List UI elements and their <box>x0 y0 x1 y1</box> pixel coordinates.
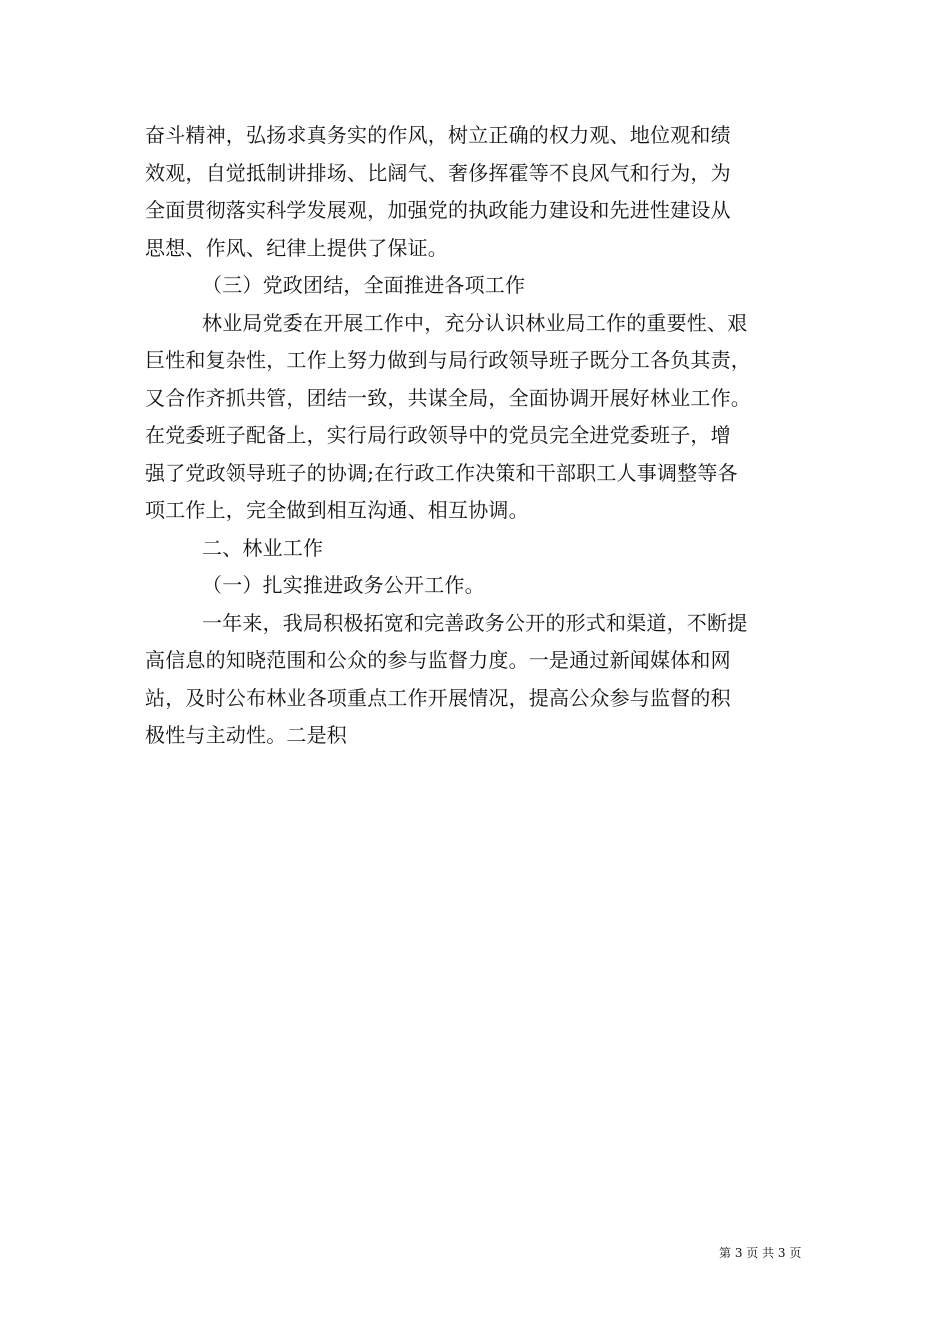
section-heading: （三）党政团结，全面推进各项工作 <box>202 273 526 297</box>
text-line: 高信息的知晓范围和公众的参与监督力度。一是通过新闻媒体和网 <box>145 648 731 672</box>
text-line: 极性与主动性。二是积 <box>145 723 347 747</box>
text-line: 巨性和复杂性，工作上努力做到与局行政领导班子既分工各负其责， <box>145 348 751 372</box>
text-line: 全面贯彻落实科学发展观，加强党的执政能力建设和先进性建设从 <box>145 198 731 222</box>
page-number-footer: 第 3 页 共 3 页 <box>719 1246 802 1260</box>
text-line: 项工作上，完全做到相互沟通、相互协调。 <box>145 498 529 522</box>
text-line: 奋斗精神，弘扬求真务实的作风，树立正确的权力观、地位观和绩 <box>145 123 731 147</box>
subsection-heading: （一）扎实推进政务公开工作。 <box>202 573 485 597</box>
text-line: 思想、作风、纪律上提供了保证。 <box>145 235 448 260</box>
text-line: 在党委班子配备上，实行局行政领导中的党员完全进党委班子，增 <box>145 423 731 447</box>
text-line: 又合作齐抓共管，团结一致，共谋全局，全面协调开展好林业工作。 <box>145 385 751 410</box>
section-heading: 二、林业工作 <box>202 535 324 560</box>
text-line: 效观，自觉抵制讲排场、比阔气、奢侈挥霍等不良风气和行为，为 <box>145 160 731 185</box>
text-line: 强了党政领导班子的协调;在行政工作决策和干部职工人事调整等各 <box>145 460 738 485</box>
text-line: 一年来，我局积极拓宽和完善政务公开的形式和渠道，不断提 <box>202 610 748 635</box>
text-line: 站，及时公布林业各项重点工作开展情况，提高公众参与监督的积 <box>145 685 731 710</box>
document-body <box>145 117 825 755</box>
text-line: 林业局党委在开展工作中，充分认识林业局工作的重要性、艰 <box>202 310 748 335</box>
